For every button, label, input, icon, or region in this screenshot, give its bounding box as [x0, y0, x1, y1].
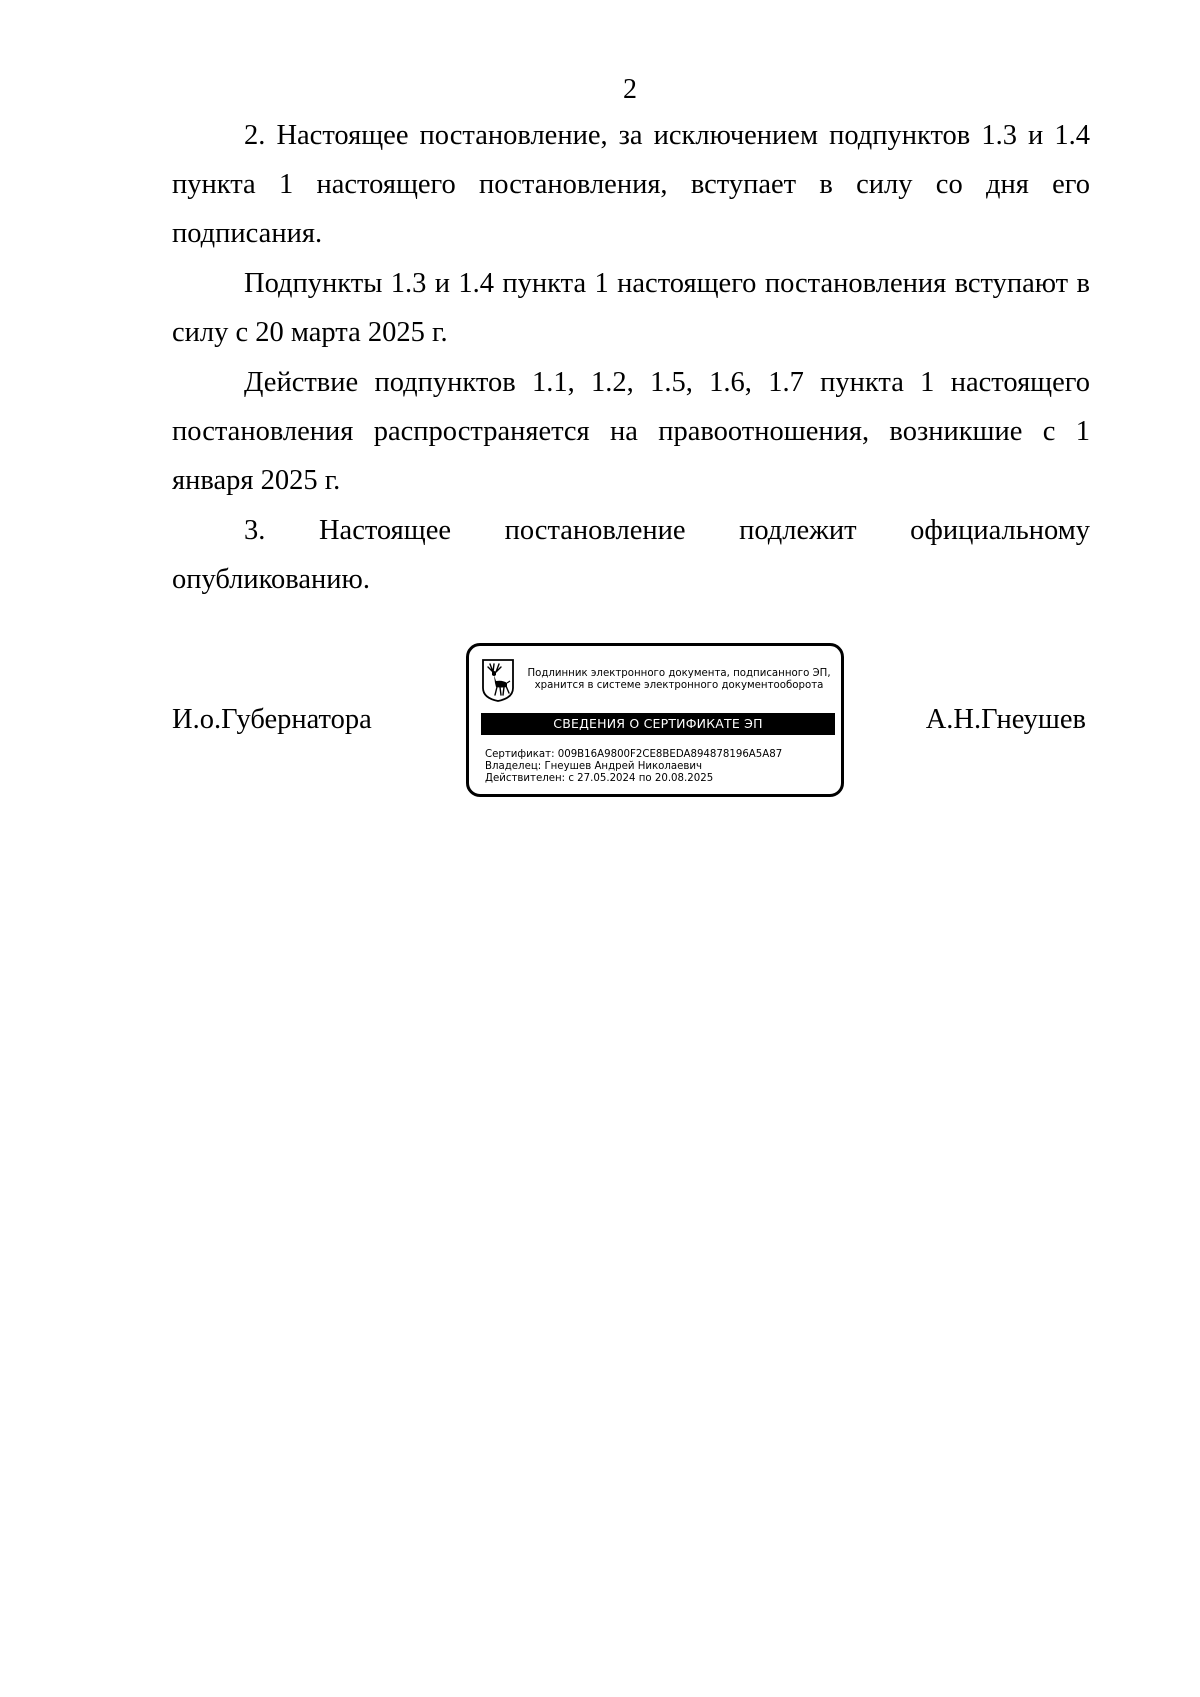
paragraph-subpoints-date: Подпункты 1.3 и 1.4 пункта 1 настоящего постановления вступают в силу с 20 марта 2025 г.: [172, 268, 1090, 348]
paragraph-publication: 3. Настоящее постановление подлежит официальному опубликованию.: [172, 515, 1090, 595]
page-number: 2: [623, 74, 637, 105]
signatory-position: И.о.Губернатора: [172, 704, 372, 735]
electronic-signature-stamp: [466, 643, 844, 797]
certificate-details: [485, 749, 835, 785]
certificate-owner: Владелец: Гнеушев Андрей Николаевич: [485, 761, 703, 772]
stamp-title-bar: СВЕДЕНИЯ О СЕРТИФИКАТЕ ЭП: [481, 713, 835, 735]
paragraph-effective-date: 2. Настоящее постановление, за исключением подпунктов 1.3 и 1.4 пункта 1 настоящего постановления, вступает в силу со дня его подписания.: [172, 120, 1090, 249]
signature-block: [172, 640, 1090, 810]
stamp-header: [519, 668, 839, 692]
certificate-number: Сертификат: 009B16A9800F2CE8BEDA894878196A5A87: [485, 749, 783, 760]
deer-emblem-icon: [481, 658, 515, 702]
signatory-name: А.Н.Гнеушев: [925, 704, 1086, 735]
stamp-header-line1: Подлинник электронного документа, подписанного ЭП,: [527, 668, 831, 679]
paragraph-retroactive: Действие подпунктов 1.1, 1.2, 1.5, 1.6, 1.7 пункта 1 настоящего постановления распространяется на правоотношения, возникшие с 1 января 2025 г.: [172, 367, 1090, 496]
stamp-header-line2: хранится в системе электронного документооборота: [534, 680, 824, 691]
document-body: [172, 111, 1090, 605]
certificate-validity: Действителен: с 27.05.2024 по 20.08.2025: [485, 773, 714, 784]
